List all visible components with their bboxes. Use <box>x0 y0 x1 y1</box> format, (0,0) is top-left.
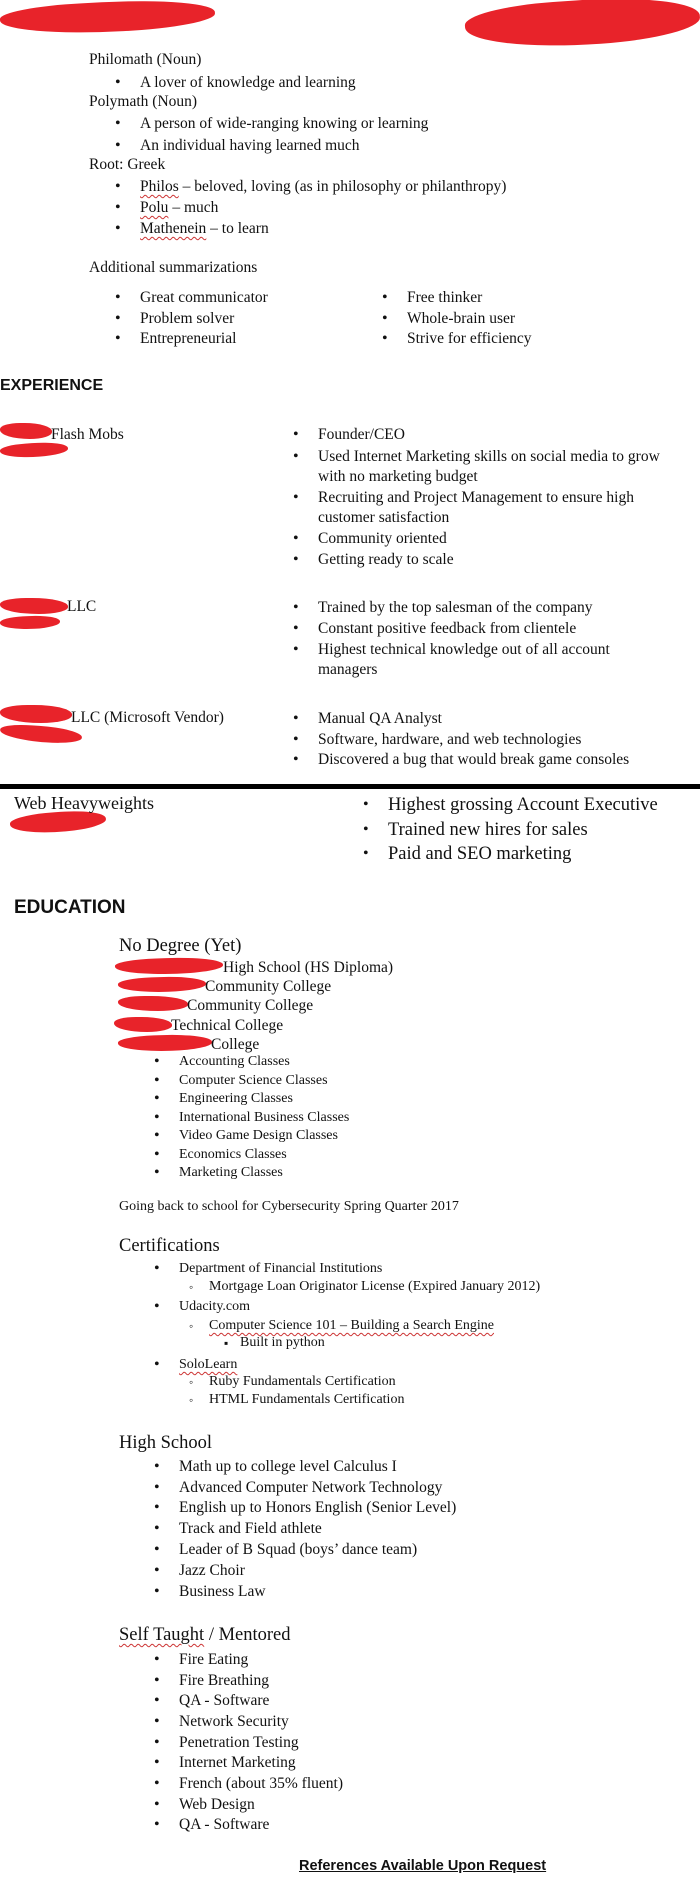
redaction-mark <box>118 996 188 1011</box>
cert-item: ◦ Computer Science 101 – Building a Search Engine <box>209 1317 494 1335</box>
cert-item: ◦ Ruby Fundamentals Certification <box>209 1373 396 1391</box>
high-school-heading: High School <box>119 1433 213 1453</box>
redaction-mark <box>114 1017 172 1032</box>
school-name: College <box>211 1036 260 1053</box>
list-item: • Business Law <box>179 1582 266 1601</box>
list-item: • QA - Software <box>179 1815 269 1834</box>
list-item: • Network Security <box>179 1712 289 1731</box>
self-taught-heading <box>119 1624 291 1646</box>
redaction-mark <box>0 0 216 38</box>
root-heading: Root: Greek <box>89 156 166 173</box>
experience-heading: EXPERIENCE <box>0 377 104 394</box>
school-name: Technical College <box>171 1017 284 1034</box>
class-item: • Computer Science Classes <box>179 1072 328 1090</box>
redaction-mark <box>0 598 68 614</box>
summary-item: • Entrepreneurial <box>140 329 236 348</box>
cert-issuer: • SoloLearn <box>179 1356 237 1374</box>
redaction-mark <box>0 423 52 439</box>
education-note: Going back to school for Cybersecurity Spring Quarter 2017 <box>119 1199 459 1214</box>
list-item: • Math up to college level Calculus I <box>179 1457 397 1476</box>
list-item: • Fire Eating <box>179 1650 248 1669</box>
root-word: Philos <box>140 178 179 195</box>
redaction-mark <box>0 705 72 723</box>
job-item: • Manual QA Analyst <box>318 709 442 728</box>
cert-subitem: ▪ Built in python <box>240 1334 325 1352</box>
cert-item: ◦ Mortgage Loan Originator License (Expired January 2012) <box>209 1278 540 1296</box>
job-item: • Discovered a bug that would break game consoles <box>318 750 629 769</box>
polymath-heading: Polymath (Noun) <box>89 93 198 110</box>
list-item: • Fire Breathing <box>179 1671 269 1690</box>
summary-item: • Great communicator <box>140 288 268 307</box>
school-name: Community College <box>187 997 314 1014</box>
list-item: • Advanced Computer Network Technology <box>179 1478 442 1497</box>
mentored-label: / Mentored <box>204 1625 291 1645</box>
summary-item: • Strive for efficiency <box>407 329 532 348</box>
redaction-mark <box>115 956 223 976</box>
list-item: • Jazz Choir <box>179 1561 245 1580</box>
redaction-mark <box>118 975 206 993</box>
job-item-continued: with no marketing budget <box>318 468 478 485</box>
list-item <box>140 177 506 196</box>
class-item: • Engineering Classes <box>179 1090 293 1108</box>
company-name: LLC <box>67 598 97 615</box>
root-word: Polu <box>140 199 169 216</box>
company-name: Flash Mobs <box>51 426 124 443</box>
job-item: • Highest grossing Account Executive <box>388 793 658 817</box>
list-item: • Web Design <box>179 1795 255 1814</box>
list-item: • A person of wide-ranging knowing or learning <box>140 114 428 133</box>
list-item: • French (about 35% fluent) <box>179 1774 343 1793</box>
company-name: LLC (Microsoft Vendor) <box>71 709 224 726</box>
job-item: • Used Internet Marketing skills on social media to grow <box>318 447 660 466</box>
list-item: • English up to Honors English (Senior Level) <box>179 1498 456 1517</box>
list-item: • QA - Software <box>179 1691 269 1710</box>
list-item: • An individual having learned much <box>140 136 360 155</box>
summary-item: • Problem solver <box>140 309 234 328</box>
job-item-continued: managers <box>318 661 378 678</box>
education-heading: EDUCATION <box>14 897 126 918</box>
self-taught-label: Self Taught <box>119 1625 205 1645</box>
job-item: • Trained by the top salesman of the company <box>318 598 593 617</box>
class-item: • Economics Classes <box>179 1146 287 1164</box>
job-item: • Getting ready to scale <box>318 550 454 569</box>
summary-heading: Additional summarizations <box>89 259 258 276</box>
section-rule <box>0 784 700 789</box>
philomath-heading: Philomath (Noun) <box>89 51 202 68</box>
school-name: High School (HS Diploma) <box>223 959 394 976</box>
class-item: • International Business Classes <box>179 1109 349 1127</box>
job-item: • Community oriented <box>318 529 447 548</box>
list-item: • Track and Field athlete <box>179 1519 322 1538</box>
job-item: • Recruiting and Project Management to ensure high <box>318 488 634 507</box>
company-name: Web Heavyweights <box>14 793 155 813</box>
root-word: Mathenein <box>140 220 207 237</box>
class-item: • Marketing Classes <box>179 1164 283 1182</box>
redaction-mark <box>0 614 60 630</box>
root-meaning: – much <box>168 199 219 216</box>
class-item: • Accounting Classes <box>179 1053 290 1071</box>
cert-issuer: • Department of Financial Institutions <box>179 1260 382 1278</box>
summary-item: • Free thinker <box>407 288 482 307</box>
list-item: • A lover of knowledge and learning <box>140 73 356 92</box>
job-item-continued: customer satisfaction <box>318 509 450 526</box>
list-item: • Leader of B Squad (boys’ dance team) <box>179 1540 417 1559</box>
degree-status: No Degree (Yet) <box>119 936 242 956</box>
redaction-mark <box>118 1033 213 1052</box>
list-item <box>140 219 269 238</box>
certifications-heading: Certifications <box>119 1236 220 1256</box>
root-meaning: – to learn <box>206 220 269 237</box>
class-item: • Video Game Design Classes <box>179 1127 338 1145</box>
root-meaning: – beloved, loving (as in philosophy or philanthropy) <box>178 178 507 195</box>
job-item: • Founder/CEO <box>318 425 405 444</box>
summary-item: • Whole-brain user <box>407 309 515 328</box>
cert-item: ◦ HTML Fundamentals Certification <box>209 1391 404 1409</box>
job-item: • Software, hardware, and web technologies <box>318 730 581 749</box>
cert-issuer: • Udacity.com <box>179 1298 250 1316</box>
job-item: • Trained new hires for sales <box>388 818 588 842</box>
school-name: Community College <box>205 978 332 995</box>
list-item: • Penetration Testing <box>179 1733 299 1752</box>
references-footer: References Available Upon Request <box>299 1858 547 1874</box>
job-item: • Highest technical knowledge out of all account <box>318 640 610 659</box>
list-item <box>140 198 218 217</box>
job-item: • Constant positive feedback from clientele <box>318 619 576 638</box>
list-item: • Internet Marketing <box>179 1753 296 1772</box>
redaction-mark <box>464 0 700 53</box>
job-item: • Paid and SEO marketing <box>388 842 571 866</box>
